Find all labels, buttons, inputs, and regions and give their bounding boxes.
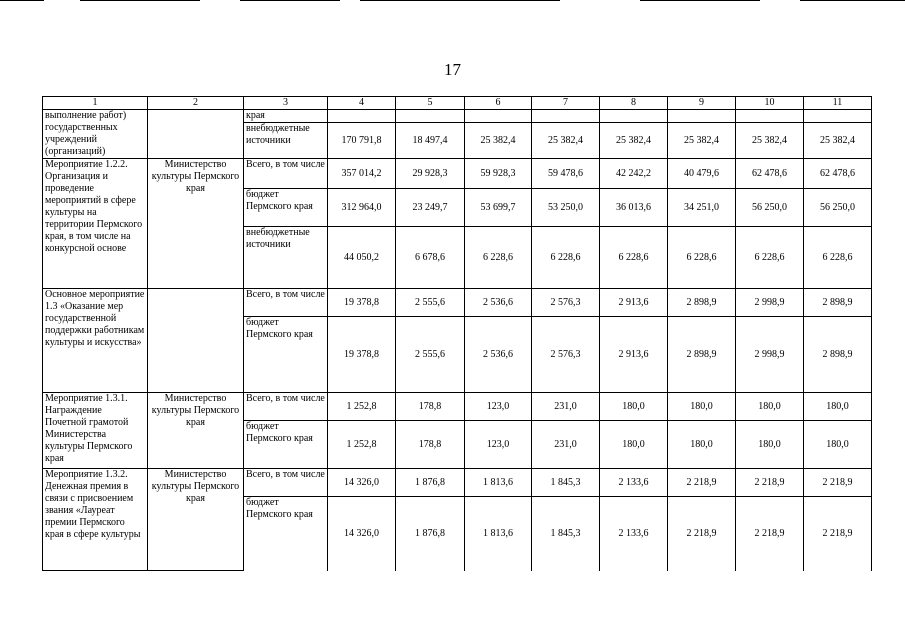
amount-cell: 25 382,4 [668, 123, 736, 159]
amount-cell: 1 876,8 [396, 469, 465, 497]
amount-cell: 1 845,3 [532, 497, 600, 571]
funding-source: края [244, 110, 328, 123]
amount-cell: 2 898,9 [668, 289, 736, 317]
amount-cell: 40 479,6 [668, 159, 736, 189]
amount-cell: 178,8 [396, 393, 465, 421]
amount-cell: 2 218,9 [736, 469, 804, 497]
column-number: 6 [465, 97, 532, 110]
amount-cell [465, 110, 532, 123]
scan-edge-line [360, 0, 560, 1]
amount-cell: 2 133,6 [600, 469, 668, 497]
page-number: 17 [444, 60, 461, 79]
funding-source: бюджет Пермского края [244, 497, 328, 571]
amount-cell [396, 110, 465, 123]
amount-cell [804, 110, 872, 123]
amount-cell: 2 913,6 [600, 317, 668, 393]
activity-name: Мероприятие 1.3.2. Денежная премия в связи с присвоением звания «Лауреат премии Пермского края в сфере культуры [43, 469, 148, 571]
amount-cell: 25 382,4 [736, 123, 804, 159]
amount-cell: 2 555,6 [396, 289, 465, 317]
amount-cell: 2 218,9 [668, 497, 736, 571]
table-row [43, 469, 872, 497]
amount-cell: 6 228,6 [465, 227, 532, 289]
amount-cell: 2 998,9 [736, 317, 804, 393]
amount-cell: 180,0 [736, 421, 804, 469]
amount-cell: 19 378,8 [328, 289, 396, 317]
amount-cell: 18 497,4 [396, 123, 465, 159]
activity-name: выполнение работ) государственных учреждений (организаций) [43, 110, 148, 159]
column-number: 10 [736, 97, 804, 110]
amount-cell: 2 998,9 [736, 289, 804, 317]
column-number: 9 [668, 97, 736, 110]
column-number-row [43, 97, 872, 110]
amount-cell: 2 898,9 [668, 317, 736, 393]
executor: Министерство культуры Пермского края [148, 159, 244, 289]
amount-cell: 1 252,8 [328, 421, 396, 469]
column-number: 7 [532, 97, 600, 110]
executor [148, 289, 244, 393]
amount-cell: 59 478,6 [532, 159, 600, 189]
column-number: 3 [244, 97, 328, 110]
executor: Министерство культуры Пермского края [148, 469, 244, 571]
budget-table [42, 96, 872, 571]
funding-source: бюджет Пермского края [244, 189, 328, 227]
funding-source: внебюджетные источники [244, 227, 328, 289]
amount-cell: 2 133,6 [600, 497, 668, 571]
amount-cell: 170 791,8 [328, 123, 396, 159]
amount-cell: 2 218,9 [736, 497, 804, 571]
amount-cell: 14 326,0 [328, 469, 396, 497]
scan-edge-line [240, 0, 340, 1]
amount-cell: 1 813,6 [465, 497, 532, 571]
amount-cell: 180,0 [668, 393, 736, 421]
amount-cell: 25 382,4 [532, 123, 600, 159]
amount-cell: 180,0 [804, 421, 872, 469]
amount-cell: 180,0 [600, 421, 668, 469]
amount-cell: 56 250,0 [736, 189, 804, 227]
amount-cell: 2 218,9 [804, 497, 872, 571]
amount-cell: 357 014,2 [328, 159, 396, 189]
amount-cell [736, 110, 804, 123]
amount-cell: 2 218,9 [668, 469, 736, 497]
table-row [43, 289, 872, 317]
table-row [43, 159, 872, 189]
executor: Министерство культуры Пермского края [148, 393, 244, 469]
funding-source: бюджет Пермского края [244, 421, 328, 469]
column-number: 5 [396, 97, 465, 110]
amount-cell [328, 110, 396, 123]
amount-cell: 6 228,6 [532, 227, 600, 289]
amount-cell: 14 326,0 [328, 497, 396, 571]
executor [148, 110, 244, 159]
scan-edge-line [80, 0, 200, 1]
activity-name: Мероприятие 1.2.2. Организация и проведение мероприятий в сфере культуры на территории Пермского края, в том числе на конкурсной основе [43, 159, 148, 289]
amount-cell: 1 252,8 [328, 393, 396, 421]
amount-cell: 231,0 [532, 393, 600, 421]
amount-cell: 123,0 [465, 393, 532, 421]
amount-cell: 180,0 [736, 393, 804, 421]
amount-cell: 2 555,6 [396, 317, 465, 393]
amount-cell: 53 699,7 [465, 189, 532, 227]
amount-cell [668, 110, 736, 123]
amount-cell: 1 876,8 [396, 497, 465, 571]
amount-cell: 19 378,8 [328, 317, 396, 393]
amount-cell: 231,0 [532, 421, 600, 469]
amount-cell: 23 249,7 [396, 189, 465, 227]
scan-edge-line [0, 0, 44, 1]
amount-cell: 2 536,6 [465, 289, 532, 317]
column-number: 4 [328, 97, 396, 110]
column-number: 11 [804, 97, 872, 110]
amount-cell: 44 050,2 [328, 227, 396, 289]
activity-name: Мероприятие 1.3.1. Награждение Почетной грамотой Министерства культуры Пермского края [43, 393, 148, 469]
amount-cell: 36 013,6 [600, 189, 668, 227]
amount-cell: 1 813,6 [465, 469, 532, 497]
amount-cell: 180,0 [600, 393, 668, 421]
amount-cell: 312 964,0 [328, 189, 396, 227]
column-number: 8 [600, 97, 668, 110]
funding-source: бюджет Пермского края [244, 317, 328, 393]
amount-cell: 6 228,6 [668, 227, 736, 289]
table-row [43, 110, 872, 123]
funding-source: Всего, в том числе [244, 393, 328, 421]
amount-cell: 53 250,0 [532, 189, 600, 227]
amount-cell: 2 536,6 [465, 317, 532, 393]
funding-source: Всего, в том числе [244, 289, 328, 317]
amount-cell [532, 110, 600, 123]
amount-cell: 6 678,6 [396, 227, 465, 289]
funding-source: Всего, в том числе [244, 159, 328, 189]
amount-cell: 6 228,6 [600, 227, 668, 289]
amount-cell: 180,0 [804, 393, 872, 421]
amount-cell: 2 898,9 [804, 289, 872, 317]
amount-cell: 178,8 [396, 421, 465, 469]
amount-cell: 2 576,3 [532, 289, 600, 317]
amount-cell: 2 218,9 [804, 469, 872, 497]
amount-cell: 123,0 [465, 421, 532, 469]
column-number: 1 [43, 97, 148, 110]
amount-cell: 59 928,3 [465, 159, 532, 189]
amount-cell: 56 250,0 [804, 189, 872, 227]
amount-cell: 2 913,6 [600, 289, 668, 317]
scan-edge-line [640, 0, 760, 1]
amount-cell: 25 382,4 [600, 123, 668, 159]
amount-cell: 180,0 [668, 421, 736, 469]
amount-cell: 1 845,3 [532, 469, 600, 497]
amount-cell: 34 251,0 [668, 189, 736, 227]
column-number: 2 [148, 97, 244, 110]
amount-cell: 6 228,6 [804, 227, 872, 289]
table-row [43, 393, 872, 421]
amount-cell: 6 228,6 [736, 227, 804, 289]
funding-source: внебюджетные источники [244, 123, 328, 159]
amount-cell: 25 382,4 [465, 123, 532, 159]
activity-name: Основное мероприятие 1.3 «Оказание мер государственной поддержки работникам культуры и искусства» [43, 289, 148, 393]
amount-cell: 2 898,9 [804, 317, 872, 393]
amount-cell: 62 478,6 [736, 159, 804, 189]
amount-cell: 62 478,6 [804, 159, 872, 189]
funding-source: Всего, в том числе [244, 469, 328, 497]
amount-cell: 29 928,3 [396, 159, 465, 189]
amount-cell [600, 110, 668, 123]
amount-cell: 2 576,3 [532, 317, 600, 393]
scan-edge-line [800, 0, 905, 1]
amount-cell: 25 382,4 [804, 123, 872, 159]
amount-cell: 42 242,2 [600, 159, 668, 189]
